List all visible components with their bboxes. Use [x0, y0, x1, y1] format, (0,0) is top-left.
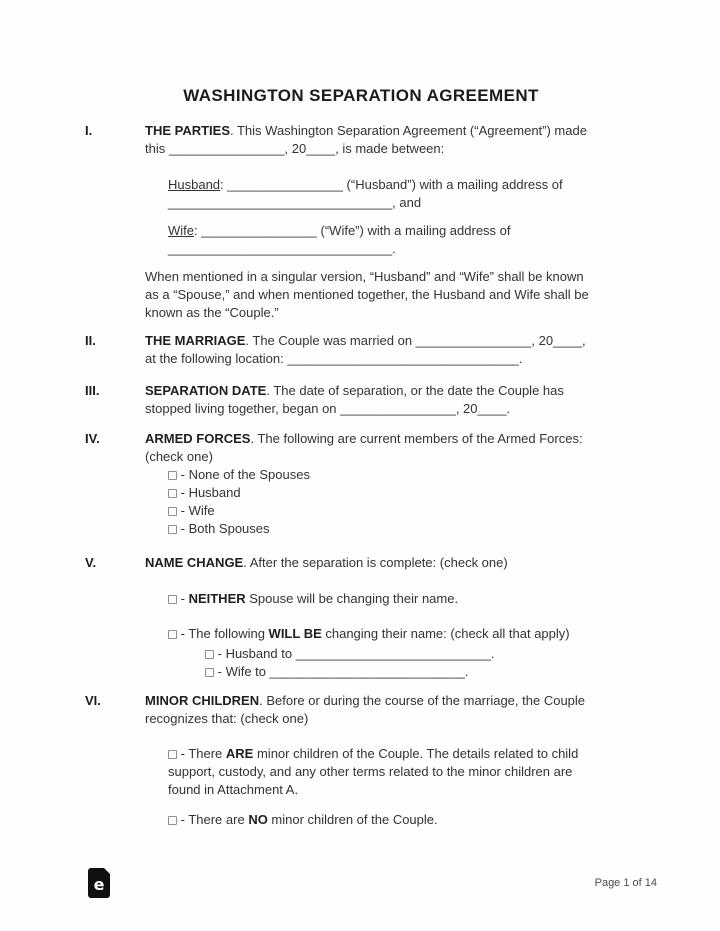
name-change-option-will-be-text: - The following WILL BE changing their name: (check all that apply) — [168, 625, 645, 643]
document-blocks — [85, 122, 645, 829]
section-ii-the-marriage-numeral: II. — [85, 333, 96, 348]
minor-children-option-are — [168, 745, 645, 799]
section-iii-separation-date-text: SEPARATION DATE. The date of separation, or the date the Couple has stopped living together, began on ________________, 20____. — [145, 383, 564, 416]
eforms-logo — [88, 868, 110, 898]
wife-party-clause-text: Wife: ________________ (“Wife”) with a mailing address of _______________________________. — [168, 223, 511, 256]
section-iv-armed-forces — [85, 430, 645, 466]
section-ii-the-marriage-text: THE MARRIAGE. The Couple was married on ________________, 20____, at the following location: ________________________________. — [145, 333, 586, 366]
document-content — [85, 86, 645, 829]
section-vi-minor-children-numeral: VI. — [85, 693, 101, 708]
name-change-option-neither — [168, 590, 645, 608]
section-v-name-change-numeral: V. — [85, 555, 97, 570]
armed-forces-option-both — [168, 520, 645, 538]
armed-forces-option-none-text: - None of the Spouses — [168, 466, 645, 484]
wife-party-clause — [168, 222, 645, 258]
name-change-wife-to — [205, 663, 645, 681]
spouse-definition-paragraph — [145, 268, 645, 322]
husband-party-clause-text: Husband: ________________ (“Husband”) with a mailing address of _______________________________, and — [168, 177, 563, 210]
armed-forces-option-husband-text: - Husband — [168, 484, 645, 502]
armed-forces-option-wife-checkbox[interactable] — [168, 507, 177, 516]
name-change-option-will-be — [168, 625, 645, 643]
name-change-wife-to-text: - Wife to ___________________________. — [205, 663, 645, 681]
section-i-the-parties-numeral: I. — [85, 123, 93, 138]
name-change-option-neither-checkbox[interactable] — [168, 595, 177, 604]
armed-forces-option-both-text: - Both Spouses — [168, 520, 645, 538]
armed-forces-option-none-checkbox[interactable] — [168, 471, 177, 480]
armed-forces-option-wife — [168, 502, 645, 520]
section-i-the-parties — [85, 122, 645, 158]
name-change-wife-to-checkbox[interactable] — [205, 668, 214, 677]
section-iv-armed-forces-text: ARMED FORCES. The following are current members of the Armed Forces: (check one) — [145, 431, 583, 464]
page-number-label: Page 1 of 14 — [594, 877, 657, 889]
section-iii-separation-date-numeral: III. — [85, 383, 100, 398]
section-vi-minor-children-text: MINOR CHILDREN. Before or during the course of the marriage, the Couple recognizes that: (check one) — [145, 693, 586, 726]
armed-forces-option-both-checkbox[interactable] — [168, 525, 177, 534]
name-change-husband-to-checkbox[interactable] — [205, 650, 214, 659]
minor-children-option-are-checkbox[interactable] — [168, 750, 177, 759]
document-title: WASHINGTON SEPARATION AGREEMENT — [183, 86, 539, 105]
minor-children-option-no-checkbox[interactable] — [168, 816, 177, 825]
section-ii-the-marriage — [85, 332, 645, 368]
section-vi-minor-children — [85, 692, 645, 728]
minor-children-option-are-text: - There ARE minor children of the Couple. The details related to child support, custody, and any other terms related to the minor children are found in Attachment A. — [168, 746, 579, 797]
name-change-option-will-be-checkbox[interactable] — [168, 630, 177, 639]
armed-forces-option-husband-checkbox[interactable] — [168, 489, 177, 498]
eforms-logo-letter: e — [93, 874, 105, 894]
armed-forces-option-husband — [168, 484, 645, 502]
section-v-name-change — [85, 554, 645, 572]
section-v-name-change-text: NAME CHANGE. After the separation is complete: (check one) — [145, 555, 508, 570]
name-change-option-neither-text: - NEITHER Spouse will be changing their name. — [168, 590, 645, 608]
name-change-husband-to-text: - Husband to ___________________________. — [205, 645, 645, 663]
section-iii-separation-date — [85, 382, 645, 418]
armed-forces-option-none — [168, 466, 645, 484]
husband-party-clause — [168, 176, 645, 212]
armed-forces-option-wife-text: - Wife — [168, 502, 645, 520]
name-change-husband-to — [205, 645, 645, 663]
spouse-definition-paragraph-text: When mentioned in a singular version, “Husband” and “Wife” shall be known as a “Spouse,” and when mentioned together, the Husband and Wife shall be known as the “Couple.” — [145, 269, 589, 320]
section-iv-armed-forces-numeral: IV. — [85, 431, 100, 446]
section-i-the-parties-text: THE PARTIES. This Washington Separation Agreement (“Agreement”) made this ________________, 20____, is made between: — [145, 123, 587, 156]
minor-children-option-no-text: - There are NO minor children of the Couple. — [168, 811, 645, 829]
minor-children-option-no — [168, 811, 645, 829]
